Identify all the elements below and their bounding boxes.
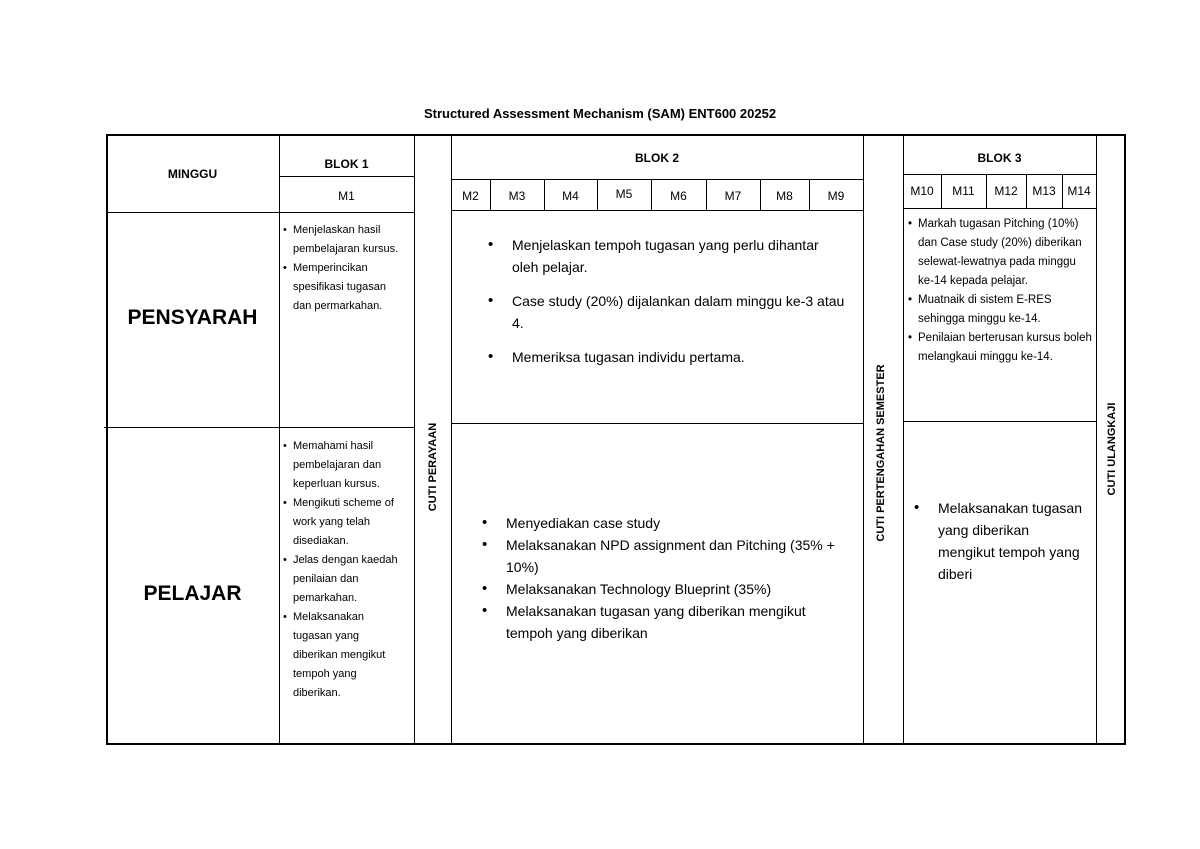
week-m7: M7 — [724, 189, 742, 203]
cuti-perayaan-label: CUTI PERAYAAN — [427, 422, 439, 512]
week-m12: M12 — [994, 184, 1018, 198]
blok3-header: BLOK 3 — [977, 151, 1022, 165]
list-item: • Menjelaskan tempoh tugasan yang perlu dihantar oleh pelajar. — [478, 234, 848, 278]
list-item: • Melaksanakan NPD assignment dan Pitching (35% + 10%) — [472, 534, 848, 578]
list-item: • Melaksanakan Technology Blueprint (35%) — [472, 578, 848, 600]
list-item: • Penilaian berterusan kursus boleh melangkaui minggu ke-14. — [908, 329, 1094, 367]
week-m11: M11 — [952, 184, 975, 198]
document-title: Structured Assessment Mechanism (SAM) ENT600 20252 — [423, 106, 777, 121]
cuti-ulangkaji-label: CUTI ULANGKAJI — [1106, 402, 1118, 496]
pensyarah-blok3-list — [908, 215, 1094, 367]
list-item: • Memahami hasil pembelajaran dan keperluan kursus. — [283, 437, 405, 494]
pensyarah-label: PENSYARAH — [127, 306, 258, 329]
list-item: • Jelas dengan kaedah penilaian dan pemarkahan. — [283, 551, 405, 608]
list-item: • Melaksanakan tugasan yang diberikan mengikut tempoh yang diberikan. — [283, 608, 405, 703]
minggu-header: MINGGU — [167, 167, 218, 181]
list-item: • Memperincikan spesifikasi tugasan dan permarkahan. — [283, 259, 405, 316]
list-item: • Memeriksa tugasan individu pertama. — [478, 346, 848, 368]
week-m1: M1 — [338, 189, 355, 203]
list-item: • Muatnaik di sistem E-RES sehingga minggu ke-14. — [908, 291, 1094, 329]
pelajar-blok1-list — [283, 437, 405, 703]
pelajar-blok3-list — [904, 497, 1084, 585]
list-item: • Menjelaskan hasil pembelajaran kursus. — [283, 221, 405, 259]
week-m14: M14 — [1067, 184, 1091, 198]
week-m3: M3 — [508, 189, 526, 203]
pelajar-label: PELAJAR — [143, 582, 242, 605]
list-item: • Mengikuti scheme of work yang telah disediakan. — [283, 494, 405, 551]
list-item: • Markah tugasan Pitching (10%) dan Case study (20%) diberikan selewat-lewatnya pada minggu ke-14 kepada pelajar. — [908, 215, 1094, 291]
week-m4: M4 — [562, 189, 579, 203]
pelajar-blok2-list — [472, 512, 848, 644]
cuti-pertengahan-label: CUTI PERTENGAHAN SEMESTER — [875, 364, 887, 542]
week-m6: M6 — [670, 189, 687, 203]
blok1-header: BLOK 1 — [324, 157, 369, 171]
week-m10: M10 — [910, 184, 934, 198]
list-item: • Case study (20%) dijalankan dalam minggu ke-3 atau 4. — [478, 290, 848, 334]
pensyarah-blok1-list — [283, 221, 405, 316]
list-item: • Melaksanakan tugasan yang diberikan mengikut tempoh yang diberikan — [472, 600, 848, 644]
week-m9: M9 — [827, 189, 845, 203]
week-m8: M8 — [776, 189, 793, 203]
week-m13: M13 — [1032, 184, 1056, 198]
week-m2: M2 — [462, 189, 479, 203]
week-m5: M5 — [615, 187, 633, 201]
list-item: • Menyediakan case study — [472, 512, 848, 534]
pensyarah-blok2-list — [478, 234, 848, 368]
blok2-header: BLOK 2 — [634, 151, 679, 165]
list-item: • Melaksanakan tugasan yang diberikan mengikut tempoh yang diberi — [904, 497, 1084, 585]
